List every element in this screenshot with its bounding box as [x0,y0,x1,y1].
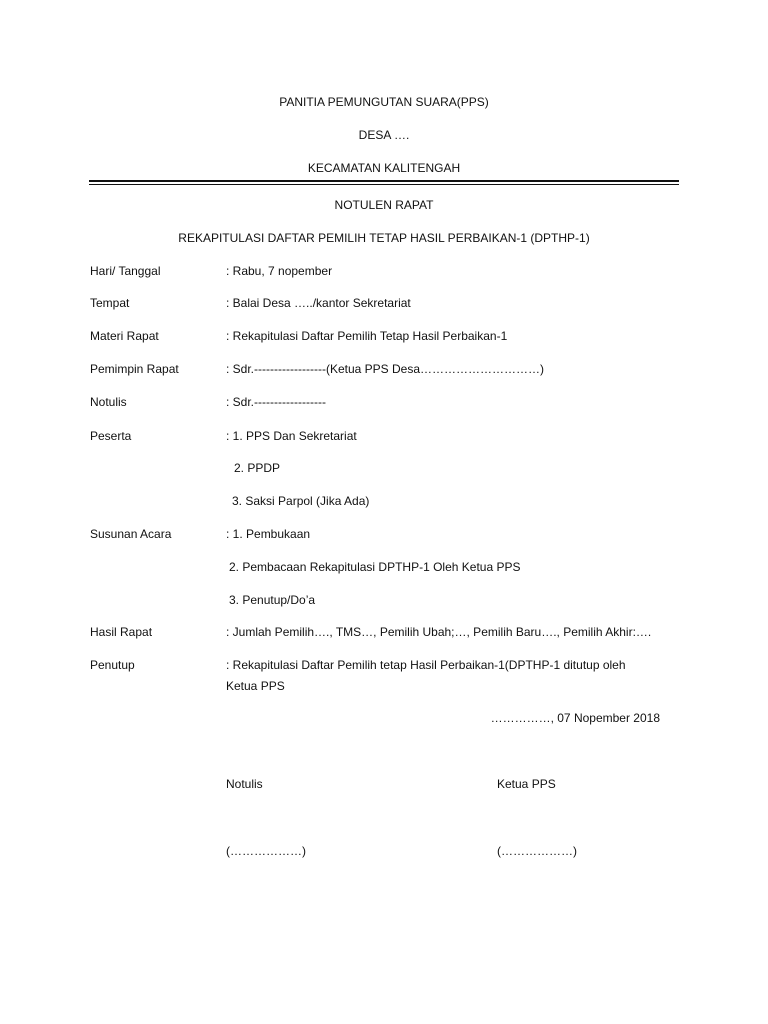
field-label-tempat: Tempat [90,296,130,310]
field-label-penutup: Penutup [90,658,135,672]
field-label-notulis: Notulis [90,395,127,409]
field-value-peserta-2: 2. PPDP [234,461,281,475]
date-line: ……………, 07 Nopember 2018 [490,711,660,725]
field-value-susunan-2: 2. Pembacaan Rekapitulasi DPTHP-1 Oleh Ketua PPS [229,560,521,574]
signature-title-ketua: Ketua PPS [497,777,556,791]
doc-subtitle: REKAPITULASI DAFTAR PEMILIH TETAP HASIL PERBAIKAN-1 (DPTHP-1) [178,231,590,245]
field-value-penutup-cont: Ketua PPS [226,679,285,693]
signature-blank-notulis: (………………) [226,844,306,858]
header-desa: DESA …. [358,128,410,142]
field-value-notulis: : Sdr.------------------ [226,395,326,409]
field-label-materi: Materi Rapat [90,329,159,343]
field-value-materi: : Rekapitulasi Daftar Pemilih Tetap Hasil Perbaikan-1 [226,329,508,343]
header-rule-thick [89,180,679,182]
header-org: PANITIA PEMUNGUTAN SUARA(PPS) [279,95,489,109]
field-label-peserta: Peserta [90,429,132,443]
field-value-susunan-1: : 1. Pembukaan [226,527,311,541]
signature-title-notulis: Notulis [226,777,263,791]
field-value-tempat: : Balai Desa …../kantor Sekretariat [226,296,411,310]
field-value-susunan-3: 3. Penutup/Do’a [229,593,316,607]
field-value-penutup: : Rekapitulasi Daftar Pemilih tetap Hasil Perbaikan-1(DPTHP-1 ditutup oleh [226,658,626,672]
field-label-hari: Hari/ Tanggal [90,264,161,278]
header-kecamatan: KECAMATAN KALITENGAH [307,161,461,175]
field-value-hari: : Rabu, 7 nopember [226,264,333,278]
signature-blank-ketua: (………………) [497,844,577,858]
field-label-susunan: Susunan Acara [90,527,172,541]
field-label-pemimpin: Pemimpin Rapat [90,362,179,376]
field-value-pemimpin: : Sdr.------------------(Ketua PPS Desa…………………………) [226,362,544,376]
header-rule-thin [89,184,679,185]
doc-title: NOTULEN RAPAT [334,198,434,212]
field-value-hasil: : Jumlah Pemilih…., TMS…, Pemilih Ubah;…, Pemilih Baru…., Pemilih Akhir:…. [226,625,652,639]
field-value-peserta-1: : 1. PPS Dan Sekretariat [226,429,357,443]
field-label-hasil: Hasil Rapat [90,625,153,639]
field-value-peserta-3: 3. Saksi Parpol (Jika Ada) [232,494,370,508]
